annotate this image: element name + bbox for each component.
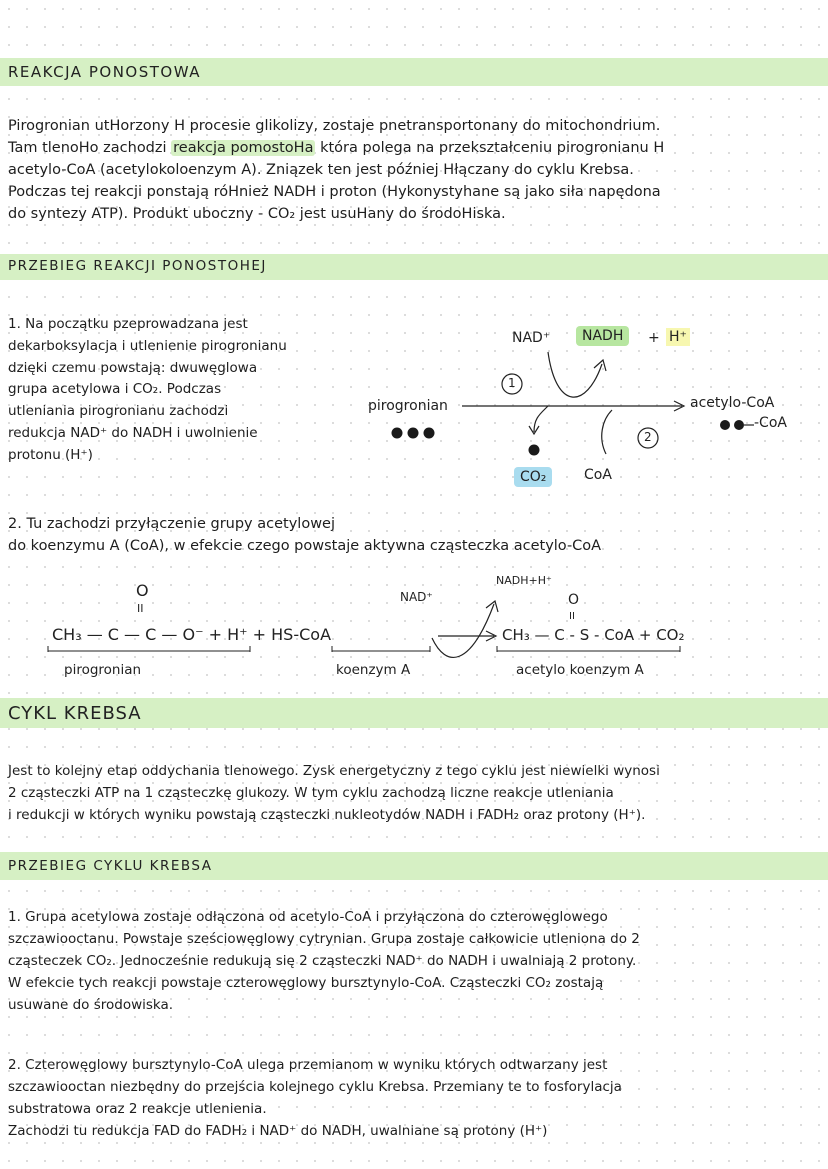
- label-pirogronian: pirogronian: [64, 662, 142, 678]
- krebs-intro: [8, 760, 660, 826]
- highlight-reakcja-pomostowa: reakcja pomostoHa: [173, 140, 314, 156]
- heading-przebieg-cyklu: PRZEBIEG CYKLU KREBSA: [8, 858, 213, 874]
- heading-reakcja-pomostowa: REAKCJA PONOSTOWA: [8, 63, 201, 81]
- carbon-dot: [720, 420, 730, 430]
- krebs-step-2: [8, 1054, 622, 1142]
- step-one-number: 1: [508, 376, 516, 390]
- step1-line: protonu (H⁺): [8, 446, 93, 463]
- double-bond-left: II: [137, 602, 144, 615]
- krebs-step-2-line: substratowa oraz 2 reakcje utlenienia.: [8, 1101, 267, 1117]
- krebs-step-2-line: 2. Czterowęglowy bursztynylo-CoA ulega przemianom w wyniku których odtwarzany jest: [8, 1057, 608, 1073]
- intro-line-5: do syntezy ATP). Produkt uboczny - CO₂ jest usuHany do środoHiska.: [8, 206, 506, 222]
- nad-label: NAD⁺: [512, 330, 551, 346]
- equation-nadh-h: NADH+H⁺: [496, 574, 552, 587]
- equation-curve-arrow: [432, 604, 494, 657]
- nad-curve-arrow: [548, 352, 602, 397]
- step2-line-1: 2. Tu zachodzi przyłączenie grupy acetylowej: [8, 516, 336, 532]
- krebs-intro-line: i redukcji w których wyniku powstają cząsteczki nukleotydów NADH i FADH₂ oraz protony (H⁺).: [8, 807, 646, 823]
- intro-line-4: Podczas tej reakcji ponstają róHnież NADH i proton (Hykonystyhane są jako siła napędona: [8, 184, 661, 200]
- krebs-step-1-line: usuwane do środowiska.: [8, 997, 174, 1013]
- nadh-label: NADH: [576, 326, 629, 346]
- carbon-dot: [392, 428, 403, 439]
- step1-line: redukcja NAD⁺ do NADH i uwolnienie: [8, 424, 258, 441]
- proton-label: H⁺: [666, 328, 690, 346]
- krebs-step-1-line: szczawiooctanu. Powstaje sześciowęglowy cytrynian. Grupa zostaje całkowicie utleniona do 2: [8, 931, 640, 947]
- coa-label: CoA: [584, 467, 612, 483]
- heading-przebieg-reakcji: PRZEBIEG REAKCJI PONOSTOHEJ: [8, 258, 267, 274]
- step1-line: 1. Na początku pzeprowadzana jest: [8, 316, 248, 332]
- intro-line-2-end: która polega na przekształceniu pirogronianu H: [320, 140, 665, 156]
- carbonyl-oxygen-right: O: [568, 592, 580, 608]
- equation-rhs: CH₃ — C - S - CoA + CO₂: [502, 626, 685, 644]
- intro-line-3: acetylo-CoA (acetylokoloenzym A). Zniązek ten jest później Hłączany do cyklu Krebsa.: [8, 162, 634, 178]
- step1-line: dekarboksylacja i utlenienie pirogronianu: [8, 337, 287, 354]
- label-koenzym-a: koenzym A: [336, 662, 411, 678]
- equation-nad: NAD⁺: [400, 590, 433, 604]
- krebs-intro-line: 2 cząsteczki ATP na 1 cząsteczkę glukozy. W tym cyklu zachodzą liczne reakcje utleniania: [8, 785, 614, 801]
- krebs-step-2-line: szczawiooctan niezbędny do przejścia kolejnego cyklu Krebsa. Przemiany te to fosforylacja: [8, 1079, 622, 1095]
- co2-carbon-dot: [529, 445, 540, 456]
- equation-lhs: CH₃ — C — C — O⁻ + H⁺ + HS-CoA: [52, 625, 332, 644]
- double-bond-right: II: [569, 611, 575, 622]
- coa-suffix-label: -CoA: [754, 415, 787, 431]
- heading-cykl-krebsa: CYKL KREBSA: [8, 703, 142, 724]
- coa-curve-arrow: [602, 410, 612, 454]
- step1-line: utleniania pirogronianu zachodzi: [8, 403, 229, 420]
- carbon-dot: [424, 428, 435, 439]
- step-two-number: 2: [644, 430, 652, 444]
- intro-line-2-start: Tam tlenoHo zachodzi: [8, 140, 167, 156]
- co2-arrow: [534, 406, 548, 432]
- pyruvate-label: pirogronian: [368, 398, 448, 414]
- krebs-step-1-line: cząsteczek CO₂. Jednocześnie redukują się 2 cząsteczki NAD⁺ do NADH i uwalniają 2 protony.: [8, 953, 637, 969]
- krebs-step-1-line: W efekcie tych reakcji powstaje czterowęglowy bursztynylo-CoA. Cząsteczki CO₂ zostają: [8, 975, 604, 991]
- carbonyl-oxygen-left: O: [136, 581, 149, 600]
- plus-sign: +: [648, 330, 660, 346]
- krebs-step-1-line: 1. Grupa acetylowa zostaje odłączona od acetylo-CoA i przyłączona do czterowęglowego: [8, 909, 608, 925]
- step1-line: dzięki czemu powstają: dwuwęglowa: [8, 359, 258, 376]
- step2-line-2: do koenzymu A (CoA), w efekcie czego powstaje aktywna cząsteczka acetylo-CoA: [8, 538, 602, 554]
- carbon-dot: [734, 420, 744, 430]
- carbon-dot: [408, 428, 419, 439]
- co2-label: CO₂: [514, 467, 552, 487]
- acetyl-coa-label: acetylo-CoA: [690, 395, 775, 411]
- krebs-step-1: [8, 906, 640, 1016]
- krebs-step-2-line: Zachodzi tu redukcja FAD do FADH₂ i NAD⁺ do NADH, uwalniane są protony (H⁺): [8, 1123, 548, 1139]
- step1-line: grupa acetylowa i CO₂. Podczas: [8, 381, 222, 398]
- intro-line-1: Pirogronian utHorzony H procesie glikolizy, zostaje pnetransportonany do mitochondrium.: [8, 118, 661, 134]
- label-acetylo-koenzym-a: acetylo koenzym A: [516, 662, 644, 678]
- krebs-intro-line: Jest to kolejny etap oddychania tlenowego. Zysk energetyczny z tego cyklu jest niewielki wynosi: [8, 763, 660, 779]
